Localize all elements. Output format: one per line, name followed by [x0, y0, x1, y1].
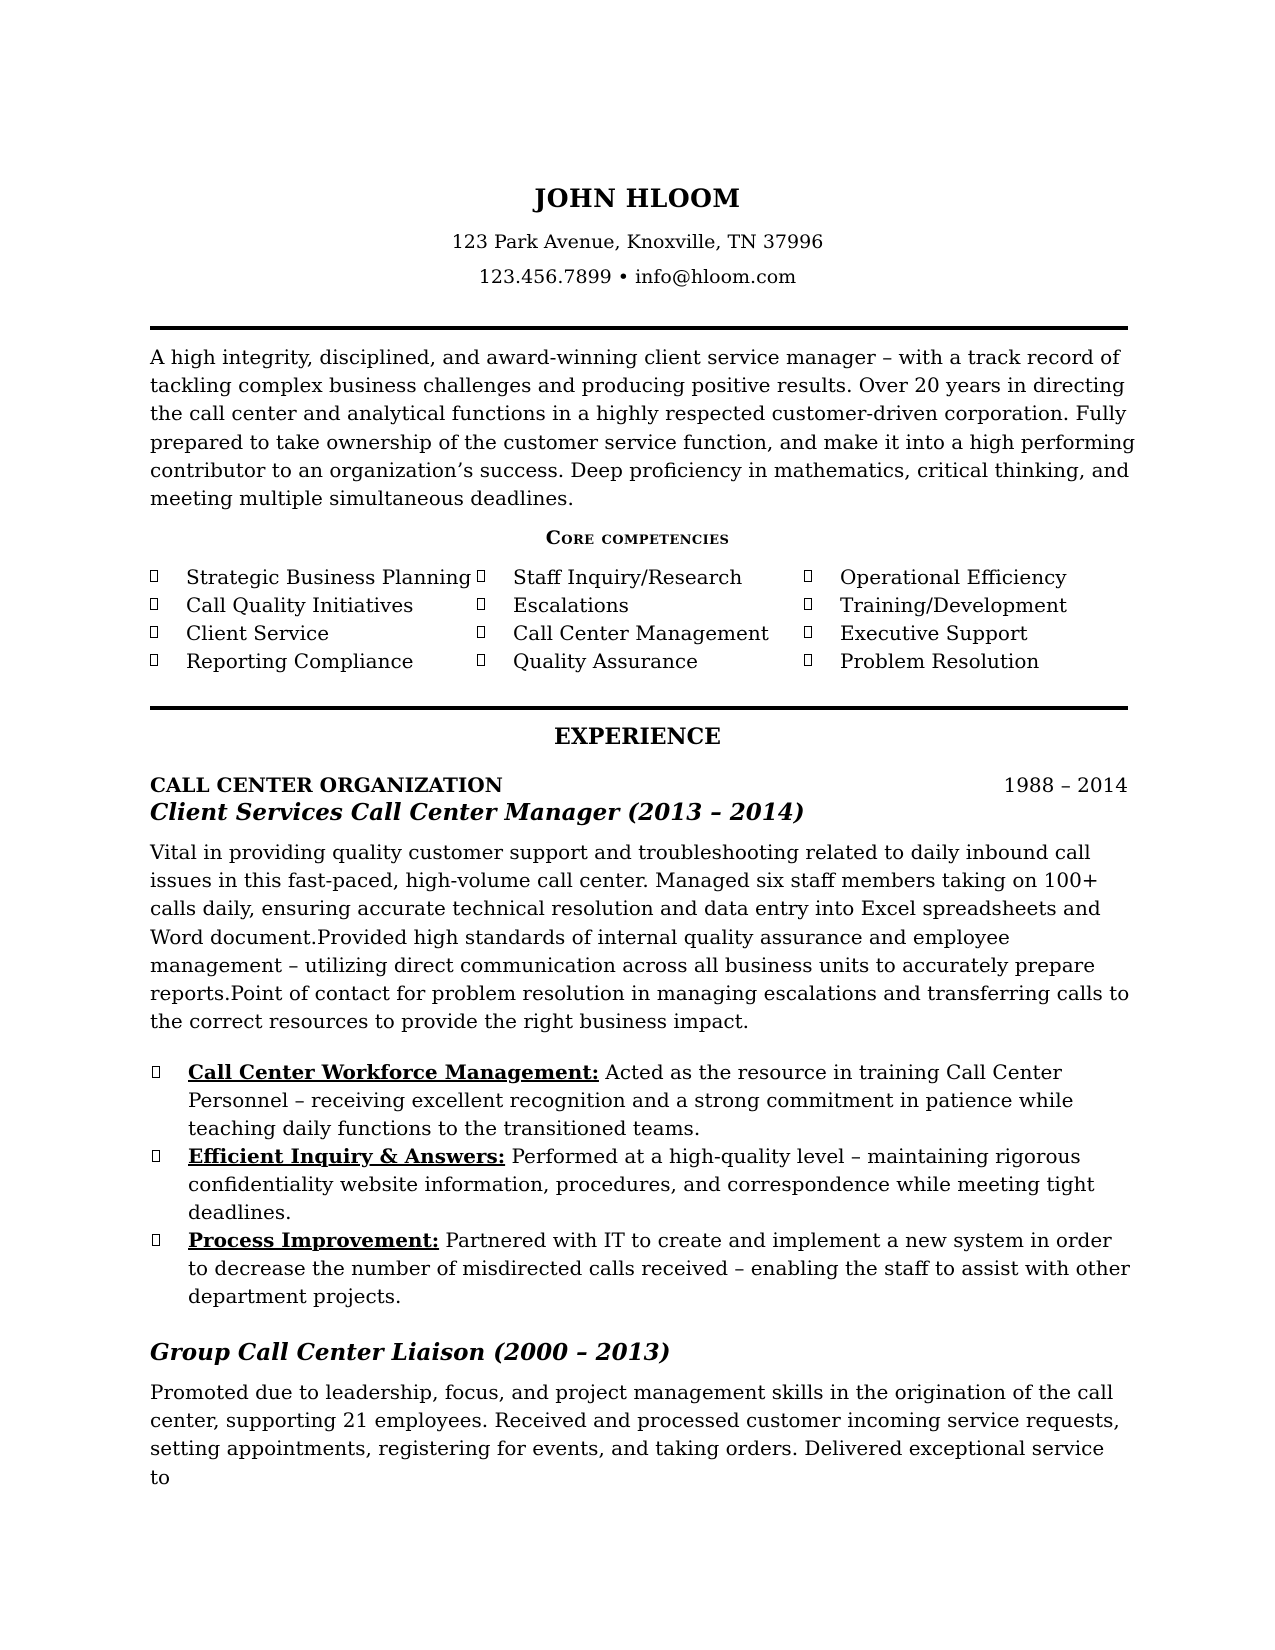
achievement-list — [150, 1058, 1130, 1310]
competency-item: Quality Assurance — [477, 647, 807, 675]
achievement-item — [150, 1142, 1130, 1226]
experience-heading: EXPERIENCE — [554, 724, 721, 750]
checkbox-bullet-icon — [804, 626, 812, 638]
checkbox-bullet-icon — [152, 1066, 160, 1078]
checkbox-bullet-icon — [477, 570, 485, 582]
core-competencies-heading: Core competencies — [545, 527, 730, 549]
checkbox-bullet-icon — [477, 626, 485, 638]
checkbox-bullet-icon — [477, 598, 485, 610]
checkbox-bullet-icon — [150, 598, 158, 610]
competency-item: Operational Efficiency — [804, 563, 1134, 591]
checkbox-bullet-icon — [150, 570, 158, 582]
competency-item: Call Quality Initiatives — [150, 591, 480, 619]
experience-divider — [150, 706, 1128, 710]
checkbox-bullet-icon — [804, 598, 812, 610]
checkbox-bullet-icon — [804, 654, 812, 666]
competency-column-3 — [804, 563, 1134, 675]
separator-bullet: • — [617, 266, 630, 288]
competency-column-2 — [477, 563, 807, 675]
checkbox-bullet-icon — [152, 1150, 160, 1162]
achievement-text: Performed at a high-quality level – maintaining rigorous confidentiality website information, procedures, and correspondence while meeting tight deadlines. — [188, 1144, 1095, 1224]
competency-item: Call Center Management — [477, 619, 807, 647]
achievement-heading: Call Center Workforce Management: — [188, 1060, 599, 1084]
achievement-text: Partnered with IT to create and implement a new system in order to decrease the number of misdirected calls received – enabling the staff to assist with other department projects. — [188, 1228, 1130, 1308]
professional-summary: A high integrity, disciplined, and award-winning client service manager – with a track record of tackling complex business challenges and producing positive results. Over 20 years in directing the call center and analytical functions in a highly respected customer-driven corporation. Fully prepared to take ownership of the customer service function, and make it into a high performing contributor to an organization’s success. Deep proficiency in mathematics, critical thinking, and meeting multiple simultaneous deadlines. — [150, 345, 1136, 511]
address: 123 Park Avenue, Knoxville, TN 37996 — [451, 231, 824, 253]
achievement-text: Acted as the resource in training Call Center Personnel – receiving excellent recognition and a strong commitment in patience while teaching daily functions to the transitioned teams. — [188, 1060, 1074, 1140]
checkbox-bullet-icon — [150, 654, 158, 666]
email: info@hloom.com — [635, 266, 797, 288]
employment-dates: 1988 – 2014 — [1003, 773, 1128, 797]
achievement-item — [150, 1058, 1130, 1142]
job-title: Group Call Center Liaison (2000 – 2013) — [150, 1339, 671, 1366]
competency-item: Escalations — [477, 591, 807, 619]
job-description: Vital in providing quality customer support and troubleshooting related to daily inbound call issues in this fast-paced, high-volume call center. Managed six staff members taking on 100+ calls daily, ensuring accurate technical resolution and data entry into Excel spreadsheets and Word document.Provided high standards of internal quality assurance and employee management – utilizing direct communication across all business units to accurately prepare reports.Point of contact for problem resolution in managing escalations and transferring calls to the correct resources to provide the right business impact. — [150, 840, 1130, 1034]
competency-item: Training/Development — [804, 591, 1134, 619]
job-title: Client Services Call Center Manager (2013 – 2014) — [150, 799, 805, 826]
checkbox-bullet-icon — [804, 570, 812, 582]
checkbox-bullet-icon — [477, 654, 485, 666]
checkbox-bullet-icon — [150, 626, 158, 638]
competency-item: Staff Inquiry/Research — [477, 563, 807, 591]
competency-item: Problem Resolution — [804, 647, 1134, 675]
candidate-name: JOHN HLOOM — [534, 184, 741, 213]
competency-column-1 — [150, 563, 480, 675]
job-description: Promoted due to leadership, focus, and project management skills in the origination of the call center, supporting 21 employees. Received and processed customer incoming service requests, setting appointments, registering for events, and taking orders. Delivered exceptional service to — [150, 1380, 1120, 1489]
employer-name: CALL CENTER ORGANIZATION — [150, 773, 503, 797]
achievement-heading: Efficient Inquiry & Answers: — [188, 1144, 506, 1168]
header-divider — [150, 326, 1128, 330]
phone: 123.456.7899 — [478, 266, 612, 288]
competency-item: Reporting Compliance — [150, 647, 480, 675]
competency-item: Client Service — [150, 619, 480, 647]
achievement-item — [150, 1226, 1130, 1310]
competency-item: Strategic Business Planning — [150, 563, 480, 591]
checkbox-bullet-icon — [152, 1234, 160, 1246]
contact-line — [0, 266, 1275, 288]
achievement-heading: Process Improvement: — [188, 1228, 440, 1252]
competency-item: Executive Support — [804, 619, 1134, 647]
